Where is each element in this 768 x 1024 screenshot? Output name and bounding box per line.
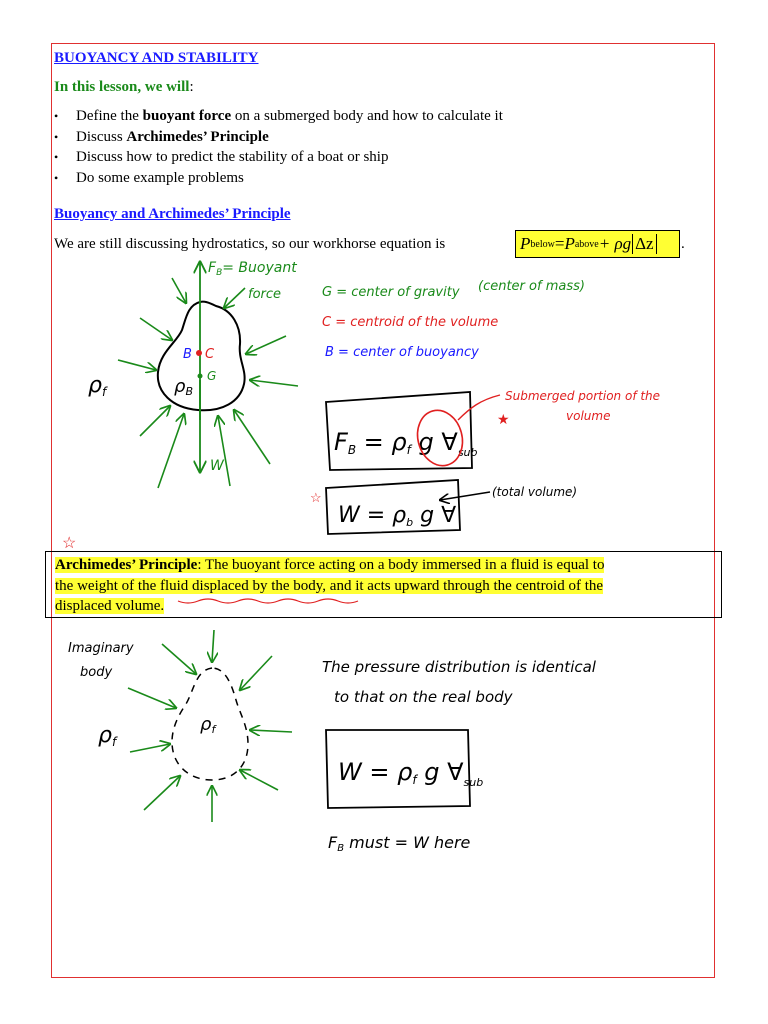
svg-text:FB must = W here: FB must = W here [328, 833, 471, 854]
submerged-note: Submerged portion of the [505, 389, 661, 403]
lesson-intro-text: In this lesson, we will [54, 79, 190, 95]
svg-text:W = ρf g ∀sub: W = ρf g $\forall_{sub}$ [338, 758, 484, 789]
workhorse-equation: P below = P above + ρg Δz [515, 230, 680, 258]
imaginary-body-label: body [80, 665, 113, 680]
bullet-item: • Discuss how to predict the stability of a boat or ship [54, 147, 503, 168]
star-icon: ★ [497, 413, 510, 428]
label-c: C [205, 347, 215, 362]
legend-gravity: G = center of gravity [322, 285, 460, 300]
equation-period: . [681, 236, 685, 252]
svg-text:FB = ρf g ∀sub: FB = ρf g $\forall_{sub}$ [334, 428, 478, 459]
pressure-arrows-upper [118, 278, 298, 488]
imaginary-label: Imaginary [68, 641, 134, 656]
section-heading: Buoyancy and Archimedes’ Principle [54, 206, 291, 222]
label-g: G [207, 369, 217, 383]
force-label: force [248, 287, 282, 302]
legend-buoyancy: B = center of buoyancy [325, 345, 479, 360]
pressure-note-2: to that on the real body [334, 688, 513, 706]
star-icon: ☆ [62, 535, 77, 552]
bullet-item: • Define the buoyant force on a submerged body and how to calculate it [54, 106, 503, 127]
total-volume-note: (total volume) [492, 485, 578, 499]
label-w: W [210, 458, 224, 474]
label-b: B [183, 347, 192, 362]
intro-sentence: We are still discussing hydrostatics, so our workhorse equation is [54, 236, 446, 252]
lesson-intro-colon: : [189, 79, 194, 95]
centroid-dot [196, 350, 202, 356]
submerged-body-outline [158, 302, 245, 411]
legend-centroid: C = centroid of the volume [322, 315, 499, 330]
gravity-dot [198, 374, 203, 379]
bullet-item: • Do some example problems [54, 168, 503, 189]
svg-text:ρf: ρf [98, 723, 117, 749]
svg-text:FB= Buoyant: $F_B=$ Buoyant [208, 260, 297, 278]
page-title: BUOYANCY AND STABILITY [54, 50, 259, 66]
submerged-note-volume: volume [566, 409, 611, 423]
legend-mass: (center of mass) [478, 279, 585, 294]
svg-text:ρf: ρf [88, 373, 107, 399]
pressure-note: The pressure distribution is identical [322, 658, 596, 676]
archimedes-principle: Archimedes’ Principle: The buoyant force acting on a body immersed in a fluid is equal to the weight of the fluid displaced by the body, and it acts upward through the centroid of the displaced volume. [55, 557, 605, 614]
svg-text:ρB: ρB [174, 376, 193, 398]
star-icon: ☆ [310, 490, 322, 505]
bullet-item: • Discuss Archimedes’ Principle [54, 127, 503, 148]
svg-text:W = ρb g ∀: W = ρb g ∀ [338, 503, 457, 529]
svg-text:ρf: ρf [200, 714, 216, 736]
